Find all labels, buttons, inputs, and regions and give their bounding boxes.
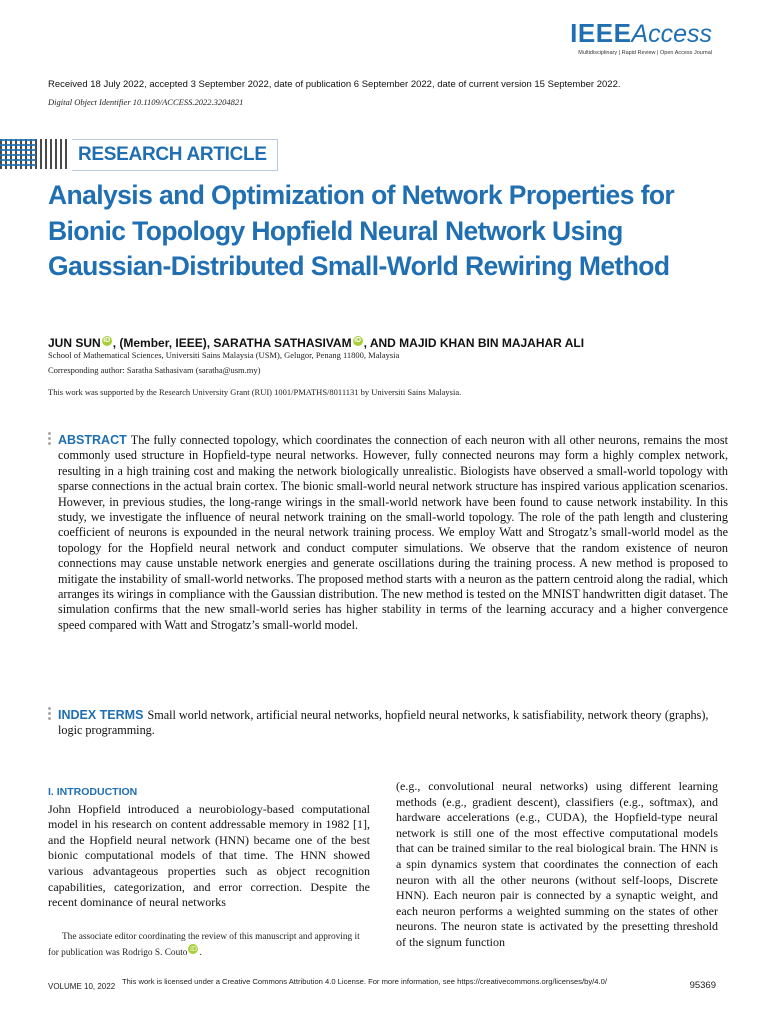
footnote-text: The associate editor coordinating the review of this manuscript and approving it for publication was Rodrigo S. Couto (48, 932, 360, 959)
abstract-heading: ABSTRACT (58, 433, 127, 447)
paper-title: Analysis and Optimization of Network Properties for Bionic Topology Hopfield Neural Network Using Gaussian-Distributed Small-World Rewiring Method (48, 180, 675, 281)
index-terms-heading: INDEX TERMS (58, 708, 144, 722)
band-stripes-blue (0, 139, 36, 169)
author-2: , (Member, IEEE), SARATHA SATHASIVAM (112, 336, 352, 350)
index-terms-dots-icon (48, 707, 51, 722)
index-terms-text: Small world network, artificial neural networks, hopfield neural networks, k satisfiability, network theory (graphs), logic programming. (58, 708, 709, 738)
article-type-band (0, 139, 280, 169)
logo-ieee: IEEE (570, 18, 632, 48)
article-type-label: RESEARCH ARTICLE (78, 144, 267, 165)
index-terms (58, 708, 728, 739)
article-type-box (72, 139, 278, 171)
journal-logo (570, 18, 712, 56)
author-3: , AND MAJID KHAN BIN MAJAHAR ALI (363, 336, 585, 350)
funding-statement: This work was supported by the Research University Grant (RUI) 1001/PMATHS/8011131 by Universiti Sains Malaysia. (48, 387, 462, 397)
doi: Digital Object Identifier 10.1109/ACCESS.2022.3204821 (48, 97, 244, 107)
author-1: JUN SUN (48, 336, 101, 350)
license-notice[interactable]: This work is licensed under a Creative Commons Attribution 4.0 License. For more information, see https://creativecommons.org/licenses/by/4.0/ (122, 977, 607, 986)
intro-column-right: (e.g., convolutional neural networks) using different learning methods (e.g., gradient descent), classifiers (e.g., softmax), and hardware accelerations (e.g., CUDA), the Hopfield-type neural network is still one of the most effective computational models that can be trained similar to the real biological brain. The HNN is a spin dynamics system that coordinates the connection of each neuron with all the other neurons (without self-loops, Discrete HNN). Each neuron pair is connected by a synaptic weight, and each neuron performs a weighted summing on the states of other neurons. The neuron state is activated by the presetting threshold of the signum function (396, 779, 718, 949)
author-list (48, 336, 584, 350)
intro-text-left: John Hopfield introduced a neurobiology-based computational model in his research on content addressable memory in 1982 [1], and the Hopfield neural network (HNN) became one of the best bionic computational models of that time. The HNN showed various advantageous properties such as object recognition capabilities, categorization, and error correction. Despite the recent dominance of neural networks (48, 801, 370, 910)
logo-tagline: Multidisciplinary | Rapid Review | Open Access Journal (578, 50, 712, 56)
abstract-text: The fully connected topology, which coordinates the connection of each neuron with all other neurons, remains the most commonly used structure in Hopfield-type neural networks. However, fully connected neurons may form a highly complex network, resulting in a high training cost and making the network biologically unrealistic. Biologists have observed a small-world topology with sparse connections in the actual brain cortex. The bionic small-world neural network structure has inspired various application scenarios. However, in previous studies, the long-range wirings in the small-world network have been found to cause network instability. In this study, we investigate the influence of neural network training on the small-world topology. The role of the path length and clustering coefficient of neurons is expounded in the neural network training process. We employ Watt and Strogatz’s small-world model as the topology for the Hopfield neural network and conduct computer simulations. We observe that the random existence of neuron connections may cause unstable network energies and generate oscillations during the training process. A new method is proposed to mitigate the instability of small-world networks. The proposed method starts with a neuron as the pattern centroid along the radial, which arranges its wirings in compliance with the Gaussian distribution. The new method is tested on the MNIST handwritten digit dataset. The simulation confirms that the new small-world series has higher stability in terms of the learning accuracy and a higher convergence speed compared with Watt and Strogatz’s small-world model. (58, 433, 728, 632)
intro-column-left (48, 785, 370, 911)
orcid-icon[interactable]: iD (354, 337, 362, 344)
page-number: 95369 (689, 980, 716, 991)
editor-footnote: The associate editor coordinating the review of this manuscript and approving it for publication was Rodrigo S. Couto iD . (48, 932, 360, 959)
abstract (58, 433, 728, 633)
volume-info: VOLUME 10, 2022 (48, 982, 116, 991)
orcid-icon[interactable]: iD (103, 337, 111, 344)
affiliation: School of Mathematical Sciences, Universiti Sains Malaysia (USM), Gelugor, Penang 11800, Malaysia (48, 350, 400, 360)
section-heading-introduction: I. INTRODUCTION (48, 786, 138, 798)
received-dates: Received 18 July 2022, accepted 3 September 2022, date of publication 6 September 2022, date of current version 15 September 2022. (48, 79, 621, 90)
orcid-icon[interactable]: iD (189, 945, 197, 953)
abstract-dots-icon (48, 432, 51, 447)
logo-access: Access (631, 20, 712, 48)
corresponding-author: Corresponding author: Saratha Sathasivam (saratha@usm.my) (48, 365, 261, 375)
